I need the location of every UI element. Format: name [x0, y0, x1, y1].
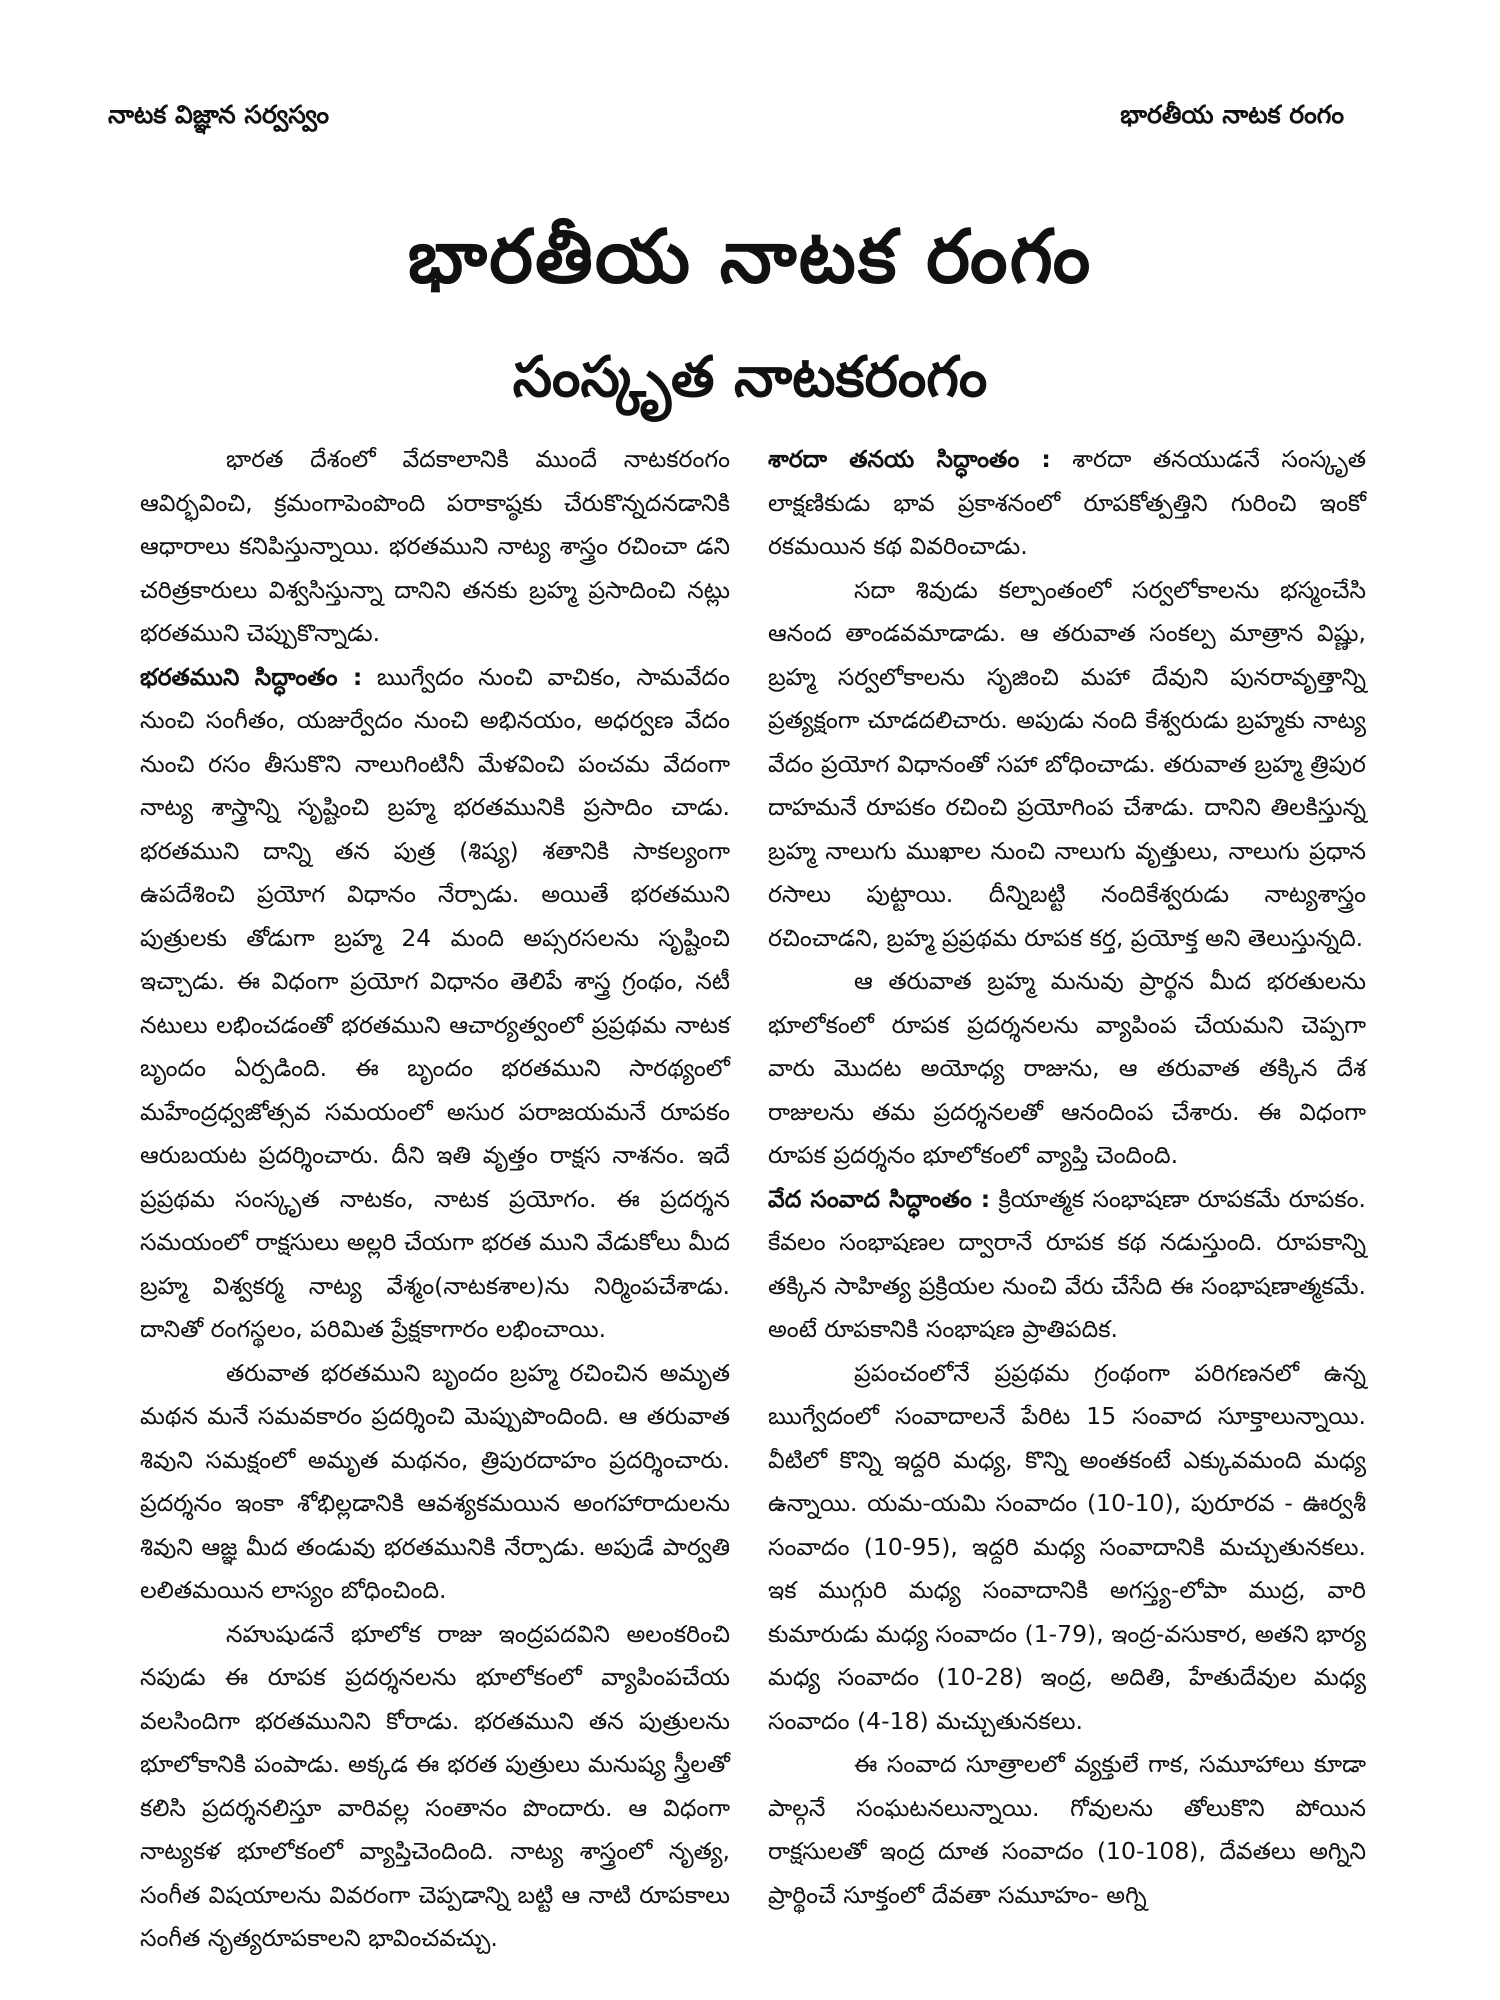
left-column: [140, 438, 730, 1961]
section-heading: శారదా తనయ సిద్ధాంతం :: [768, 445, 1051, 473]
paragraph: ప్రపంచంలోనే ప్రప్రథమ గ్రంథంగా పరిగణనలో ఉన్న ఋగ్వేదంలో సంవాదాలనే పేరిట 15 సంవాద సూక్తాలున్నాయి. వీటిలో కొన్ని ఇద్దరి మధ్య, కొన్ని అంతకంటే ఎక్కువమంది మధ్య ఉన్నాయి. యమ-యమి సంవాదం (10-10), పురూరవ - ఊర్వశీ సంవాదం (10-95), ఇద్దరి మధ్య సంవాదానికి మచ్చుతునకలు. ఇక ముగ్గురి మధ్య సంవాదానికి అగస్త్య-లోపా ముద్ర, వారి కుమారుడు మధ్య సంవాదం (1-79), ఇంద్ర-వసుకార, అతని భార్య మధ్య సంవాదం (10-28) ఇంద్ర, అదితి, హేతుదేవుల మధ్య సంవాదం (4-18) మచ్చుతునకలు.: [768, 1358, 1366, 1735]
paragraph: ఆ తరువాత బ్రహ్మ మనువు ప్రార్థన మీద భరతులను భూలోకంలో రూపక ప్రదర్శనలను వ్యాపింప చేయమని చెప్పగా వారు మొదట అయోధ్య రాజును, ఆ తరువాత తక్కిన దేశ రాజులను తమ ప్రదర్శనలతో ఆనందింప చేశారు. ఈ విధంగా రూపక ప్రదర్శనం భూలోకంలో వ్యాప్తి చెందింది.: [768, 967, 1366, 1169]
paragraph: భారత దేశంలో వేదకాలానికి ముందే నాటకరంగం ఆవిర్భవించి, క్రమంగాపెంపొంది పరాకాష్ఠకు చేరుకొన్నదనడానికి ఆధారాలు కనిపిస్తున్నాయి. భరతముని నాట్య శాస్త్రం రచించా డని చరిత్రకారులు విశ్వసిస్తున్నా దానిని తనకు బ్రహ్మ ప్రసాదించి నట్లు భరతముని చెప్పుకొన్నాడు.: [140, 445, 730, 647]
paragraph: ఈ సంవాద సూత్రాలలో వ్యక్తులే గాక, సమూహాలు కూడా పాల్గనే సంఘటనలున్నాయి. గోవులను తోలుకొని పోయిన రాక్షసులతో ఇంద్ర దూత సంవాదం (10-108), దేవతలు అగ్నిని ప్రార్థించే సూక్తంలో దేవతా సమూహం- అగ్ని: [768, 1750, 1366, 1909]
paragraph-text: శారదా తనయుడనే సంస్కృత లాక్షణికుడు భావ ప్రకాశనంలో రూపకోత్పత్తిని గురించి ఇంకో రకమయిన కథ వివరించాడు.: [768, 445, 1366, 560]
paragraph-text: ఋగ్వేదం నుంచి వాచికం, సామవేదం నుంచి సంగీతం, యజుర్వేదం నుంచి అభినయం, అధర్వణ వేదం నుంచి రసం తీసుకొని నాలుగింటినీ మేళవించి పంచమ వేదంగా నాట్య శాస్త్రాన్ని సృష్టించి బ్రహ్మ భరతమునికి ప్రసాదిం చాడు. భరతముని దాన్ని తన పుత్ర (శిష్య) శతానికి సాకల్యంగా ఉపదేశించి ప్రయోగ విధానం నేర్పాడు. అయితే భరతముని పుత్రులకు తోడుగా బ్రహ్మ 24 మంది అప్సరసలను సృష్టించి ఇచ్చాడు. ఈ విధంగా ప్రయోగ విధానం తెలిపే శాస్త్ర గ్రంథం, నటీ నటులు లభించడంతో భరతముని ఆచార్యత్వంలో ప్రప్రథమ నాటక బృందం ఏర్పడింది. ఈ బృందం భరతముని సారథ్యంలో మహేంద్రధ్వజోత్సవ సమయంలో అసుర పరాజయమనే రూపకం ఆరుబయట ప్రదర్శించారు. దీని ఇతి వృత్తం రాక్షస నాశనం. ఇదే ప్రప్రథమ సంస్కృత నాటకం, నాటక ప్రయోగం. ఈ ప్రదర్శన సమయంలో రాక్షసులు అల్లరి చేయగా భరత ముని వేడుకోలు మీద బ్రహ్మ విశ్వకర్మ నాట్య వేశ్మం(నాటకశాల)ను నిర్మింపచేశాడు. దానితో రంగస్థలం, పరిమిత ప్రేక్షకాగారం లభించాయి.: [140, 662, 730, 1343]
right-column: [768, 438, 1366, 1917]
paragraph: [140, 656, 730, 1352]
paragraph: [768, 438, 1366, 569]
paragraph: [768, 1178, 1366, 1352]
running-head-left: నాటక విజ్ఞాన సర్వస్వం: [108, 100, 330, 129]
paragraph: సదా శివుడు కల్పాంతంలో సర్వలోకాలను భస్మంచేసి ఆనంద తాండవమాడాడు. ఆ తరువాత సంకల్ప మాత్రాన విష్ణు, బ్రహ్మ సర్వలోకాలను సృజించి మహా దేవుని పునరావృత్తాన్ని ప్రత్యక్షంగా చూడదలిచారు. అపుడు నంది కేశ్వరుడు బ్రహ్మకు నాట్య వేదం ప్రయోగ విధానంతో సహా బోధించాడు. తరువాత బ్రహ్మ త్రిపుర దాహమనే రూపకం రచించి ప్రయోగింప చేశాడు. దానిని తిలకిస్తున్న బ్రహ్మ నాలుగు ముఖాల నుంచి నాలుగు వృత్తులు, నాలుగు ప్రధాన రసాలు పుట్టాయి. దీన్నిబట్టి నందికేశ్వరుడు నాట్యశాస్త్రం రచించాడని, బ్రహ్మ ప్రప్రథమ రూపక కర్త, ప్రయోక్త అని తెలుస్తున్నది.: [768, 575, 1366, 952]
running-head-right: భారతీయ నాటక రంగం: [1120, 100, 1344, 129]
section-heading: భరతముని సిద్ధాంతం :: [140, 662, 363, 691]
page-subtitle: సంస్కృత నాటకరంగం: [512, 345, 988, 410]
section-heading: వేద సంవాద సిద్ధాంతం :: [768, 1184, 991, 1213]
paragraph-text: క్రియాత్మక సంభాషణా రూపకమే రూపకం. కేవలం సంభాషణల ద్వారానే రూపక కథ నడుస్తుంది. రూపకాన్ని తక్కిన సాహిత్య ప్రక్రియల నుంచి వేరు చేసేది ఈ సంభాషణాత్మకమే. అంటే రూపకానికి సంభాషణ ప్రాతిపదిక.: [768, 1184, 1367, 1343]
page-title: భారతీయ నాటక రంగం: [407, 214, 1093, 300]
paragraph: నహుషుడనే భూలోక రాజు ఇంద్రపదవిని అలంకరించి నపుడు ఈ రూపక ప్రదర్శనలను భూలోకంలో వ్యాపింపచేయ వలసిందిగా భరతమునిని కోరాడు. భరతముని తన పుత్రులను భూలోకానికి పంపాడు. అక్కడ ఈ భరత పుత్రులు మనుష్య స్త్రీలతో కలిసి ప్రదర్శనలిస్తూ వారివల్ల సంతానం పొందారు. ఆ విధంగా నాట్యకళ భూలోకంలో వ్యాప్తిచెందింది. నాట్య శాస్త్రంలో నృత్య, సంగీత విషయాలను వివరంగా చెప్పడాన్ని బట్టి ఆ నాటి రూపకాలు సంగీత నృత్యరూపకాలని భావించవచ్చు.: [140, 1619, 730, 1952]
paragraph: తరువాత భరతముని బృందం బ్రహ్మ రచించిన అమృత మథన మనే సమవకారం ప్రదర్శించి మెప్పుపొందింది. ఆ తరువాత శివుని సమక్షంలో అమృత మథనం, త్రిపురదాహం ప్రదర్శించారు. ప్రదర్శనం ఇంకా శోభిల్లడానికి ఆవశ్యకమయిన అంగహారాదులను శివుని ఆజ్ఞ మీద తండువు భరతమునికి నేర్పాడు. అపుడే పార్వతి లలితమయిన లాస్యం బోధించింది.: [140, 1358, 730, 1604]
